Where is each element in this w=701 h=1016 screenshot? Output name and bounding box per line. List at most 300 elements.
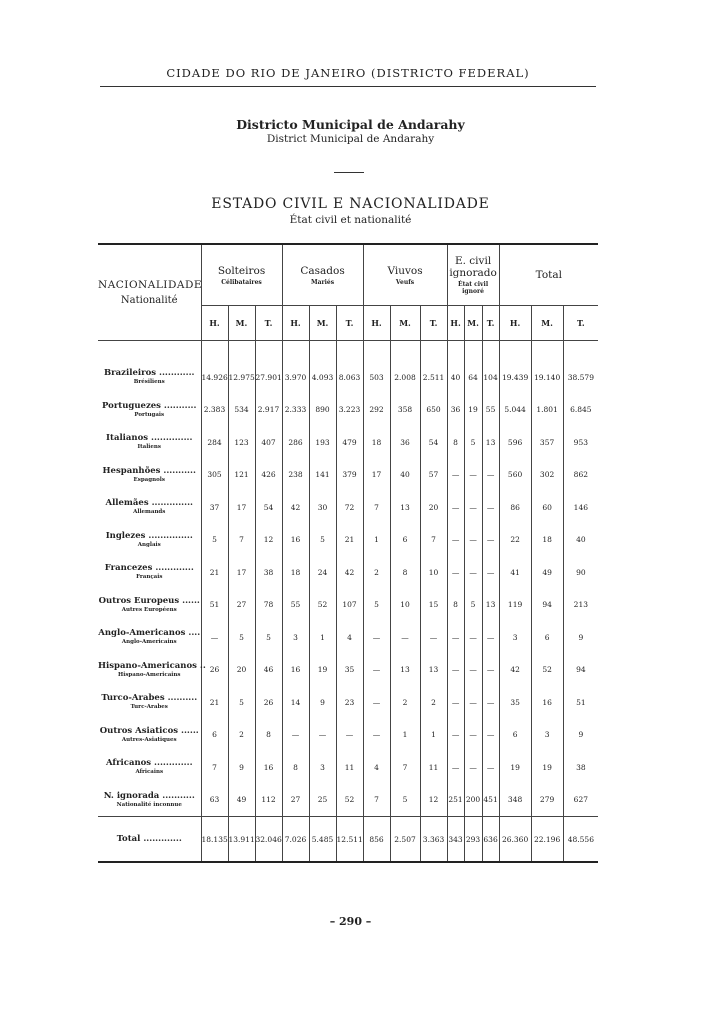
value-cell: — <box>447 654 464 687</box>
value-cell: 38.579 <box>563 361 598 394</box>
subheader-cell: H. <box>499 306 531 341</box>
value-cell: 20 <box>420 491 447 524</box>
nationality-translation: Nationalité inconnue <box>116 801 182 808</box>
row-label <box>98 426 201 459</box>
value-cell: 2.917 <box>255 394 282 427</box>
nationality-translation: Africains <box>135 769 164 776</box>
nationality-sublabel: Nationalité <box>120 295 178 306</box>
subheader-cell: M. <box>531 306 563 341</box>
value-cell: 8 <box>255 719 282 752</box>
value-cell: 25 <box>309 784 336 817</box>
value-cell: 4 <box>336 621 363 654</box>
value-cell: 348 <box>499 784 531 817</box>
value-cell: 17 <box>228 556 255 589</box>
value-cell: 560 <box>499 459 531 492</box>
nationality-name: Italianos .............. <box>106 433 193 444</box>
nationality-name: Anglo-Americanos .... <box>98 628 201 639</box>
value-cell: 123 <box>228 426 255 459</box>
nationality-name: Hispano-Americanos .. <box>98 660 206 671</box>
value-cell: 6 <box>531 621 563 654</box>
district-subtitle: District Municipal de Andarahy <box>266 133 435 145</box>
value-cell: 119 <box>499 589 531 622</box>
value-cell: 358 <box>390 394 420 427</box>
table-row <box>98 621 598 654</box>
value-cell: 7 <box>228 524 255 557</box>
nationality-translation: Turc-Arabes <box>130 704 168 711</box>
table-row <box>98 491 598 524</box>
row-label <box>98 491 201 524</box>
value-cell: — <box>482 459 499 492</box>
value-cell: — <box>464 751 482 784</box>
value-cell: 596 <box>499 426 531 459</box>
table-row <box>98 556 598 589</box>
value-cell: 60 <box>531 491 563 524</box>
value-cell: 8.063 <box>336 361 363 394</box>
value-cell: 18 <box>531 524 563 557</box>
value-cell: 26 <box>255 686 282 719</box>
value-cell: 4 <box>363 751 390 784</box>
section-title: ESTADO CIVIL E NACIONALIDADE <box>211 196 490 212</box>
value-cell: — <box>464 556 482 589</box>
total-value-cell: 3.363 <box>420 817 447 863</box>
value-cell: — <box>482 491 499 524</box>
value-cell: — <box>482 654 499 687</box>
value-cell: 107 <box>336 589 363 622</box>
value-cell: 8 <box>390 556 420 589</box>
value-cell: 357 <box>531 426 563 459</box>
table-row <box>98 589 598 622</box>
row-label <box>98 459 201 492</box>
group-label: Viuvos <box>387 264 423 277</box>
value-cell: 40 <box>390 459 420 492</box>
row-label <box>98 361 201 394</box>
value-cell: 21 <box>201 556 228 589</box>
subheader-cell: T. <box>336 306 363 341</box>
value-cell: 6 <box>499 719 531 752</box>
value-cell: — <box>464 491 482 524</box>
value-cell: 17 <box>228 491 255 524</box>
value-cell: 1.801 <box>531 394 563 427</box>
value-cell: 251 <box>447 784 464 817</box>
total-value-cell: 26.360 <box>499 817 531 863</box>
value-cell: — <box>447 491 464 524</box>
value-cell: 13 <box>482 589 499 622</box>
table-row <box>98 654 598 687</box>
value-cell: 37 <box>201 491 228 524</box>
value-cell: 19.140 <box>531 361 563 394</box>
value-cell: — <box>464 654 482 687</box>
value-cell: 213 <box>563 589 598 622</box>
value-cell: 2.511 <box>420 361 447 394</box>
nationality-name: Allemães .............. <box>105 498 194 509</box>
value-cell: 5 <box>228 686 255 719</box>
group-sublabel: Mariés <box>310 278 335 286</box>
value-cell: 284 <box>201 426 228 459</box>
value-cell: 112 <box>255 784 282 817</box>
value-cell: 12.975 <box>228 361 255 394</box>
group-header <box>447 244 499 306</box>
value-cell: 8 <box>447 426 464 459</box>
value-cell: 42 <box>499 654 531 687</box>
value-cell: 15 <box>420 589 447 622</box>
total-value-cell: 2.507 <box>390 817 420 863</box>
nationality-translation: Français <box>136 574 163 581</box>
group-header <box>282 244 363 306</box>
nationality-name: Africanos ............. <box>105 758 193 769</box>
group-label: Solteiros <box>217 264 266 277</box>
total-value-cell: 22.196 <box>531 817 563 863</box>
value-cell: 2 <box>420 686 447 719</box>
total-row <box>98 817 598 863</box>
row-label <box>98 621 201 654</box>
value-cell: — <box>482 751 499 784</box>
value-cell: 2 <box>228 719 255 752</box>
value-cell: — <box>447 524 464 557</box>
value-cell: 9 <box>563 719 598 752</box>
total-value-cell: 856 <box>363 817 390 863</box>
value-cell: 19.439 <box>499 361 531 394</box>
total-value-cell: 48.556 <box>563 817 598 863</box>
value-cell: 78 <box>255 589 282 622</box>
nationality-label: NACIONALIDADE <box>98 279 203 291</box>
group-header <box>201 244 282 306</box>
page-number: – 290 – <box>329 915 372 928</box>
value-cell: 5.044 <box>499 394 531 427</box>
table-row <box>98 784 598 817</box>
value-cell: 6 <box>201 719 228 752</box>
value-cell: 23 <box>336 686 363 719</box>
value-cell: — <box>464 719 482 752</box>
value-cell: 27 <box>228 589 255 622</box>
value-cell: — <box>363 654 390 687</box>
value-cell: 17 <box>363 459 390 492</box>
value-cell: — <box>447 686 464 719</box>
value-cell: 3 <box>531 719 563 752</box>
value-cell: 7 <box>201 751 228 784</box>
total-value-cell: 32.046 <box>255 817 282 863</box>
group-sublabel: ignoré <box>462 288 484 295</box>
subheader-cell: M. <box>309 306 336 341</box>
value-cell: 26 <box>201 654 228 687</box>
value-cell: 52 <box>336 784 363 817</box>
value-cell: 19 <box>531 751 563 784</box>
value-cell: 9 <box>563 621 598 654</box>
value-cell: 650 <box>420 394 447 427</box>
value-cell: — <box>464 459 482 492</box>
value-cell: 42 <box>336 556 363 589</box>
value-cell: 19 <box>499 751 531 784</box>
nationality-name: Outros Europeus ...... <box>98 595 200 606</box>
running-head: CIDADE DO RIO DE JANEIRO (DISTRICTO FEDERAL) <box>166 66 530 80</box>
value-cell: 1 <box>309 621 336 654</box>
value-cell: 5 <box>464 589 482 622</box>
value-cell: 11 <box>420 751 447 784</box>
value-cell: 27 <box>282 784 309 817</box>
value-cell: 13 <box>390 491 420 524</box>
value-cell: 6 <box>390 524 420 557</box>
value-cell: 279 <box>531 784 563 817</box>
value-cell: 94 <box>531 589 563 622</box>
value-cell: 12 <box>255 524 282 557</box>
group-header-row <box>98 244 598 306</box>
value-cell: 862 <box>563 459 598 492</box>
value-cell: 121 <box>228 459 255 492</box>
value-cell: 2.008 <box>390 361 420 394</box>
value-cell: 55 <box>482 394 499 427</box>
district-title: Districto Municipal de Andarahy <box>236 117 465 132</box>
table-row <box>98 361 598 394</box>
subheader-cell: M. <box>464 306 482 341</box>
value-cell: — <box>447 751 464 784</box>
value-cell: 16 <box>255 751 282 784</box>
subheader-cell: T. <box>563 306 598 341</box>
nationality-translation: Espagnols <box>133 476 165 483</box>
value-cell: 40 <box>447 361 464 394</box>
value-cell: 11 <box>336 751 363 784</box>
value-cell: 30 <box>309 491 336 524</box>
value-cell: 3.970 <box>282 361 309 394</box>
subheader-cell: T. <box>420 306 447 341</box>
value-cell: 35 <box>336 654 363 687</box>
value-cell: — <box>363 621 390 654</box>
subheader-cell: M. <box>390 306 420 341</box>
value-cell: 10 <box>390 589 420 622</box>
table-row <box>98 394 598 427</box>
value-cell: — <box>482 686 499 719</box>
value-cell: 19 <box>464 394 482 427</box>
value-cell: 7 <box>363 491 390 524</box>
nationality-name: Hespanhões ........... <box>102 465 196 476</box>
value-cell: 14 <box>282 686 309 719</box>
value-cell: 451 <box>482 784 499 817</box>
value-cell: 7 <box>363 784 390 817</box>
value-cell: 63 <box>201 784 228 817</box>
value-cell: — <box>447 459 464 492</box>
value-cell: 14.926 <box>201 361 228 394</box>
group-sublabel: Célibataires <box>221 278 262 286</box>
value-cell: 18 <box>282 556 309 589</box>
nationality-name: Brazileiros ............ <box>104 368 195 379</box>
row-label <box>98 719 201 752</box>
value-cell: 9 <box>309 686 336 719</box>
value-cell: — <box>482 719 499 752</box>
total-value-cell: 5.485 <box>309 817 336 863</box>
value-cell: 40 <box>563 524 598 557</box>
value-cell: — <box>309 719 336 752</box>
subheader-cell: H. <box>201 306 228 341</box>
value-cell: 3.223 <box>336 394 363 427</box>
value-cell: 51 <box>563 686 598 719</box>
group-label: E. civil ignorado <box>449 255 497 279</box>
value-cell: 1 <box>363 524 390 557</box>
row-label <box>98 589 201 622</box>
subheader-cell: T. <box>255 306 282 341</box>
row-label <box>98 524 201 557</box>
value-cell: 55 <box>282 589 309 622</box>
total-value-cell: 13.911 <box>228 817 255 863</box>
value-cell: 5 <box>464 426 482 459</box>
value-cell: 42 <box>282 491 309 524</box>
value-cell: 6.845 <box>563 394 598 427</box>
value-cell: 41 <box>499 556 531 589</box>
value-cell: 146 <box>563 491 598 524</box>
value-cell: 200 <box>464 784 482 817</box>
value-cell: 5 <box>201 524 228 557</box>
value-cell: 305 <box>201 459 228 492</box>
value-cell: 2.383 <box>201 394 228 427</box>
value-cell: 2 <box>390 686 420 719</box>
value-cell: 54 <box>255 491 282 524</box>
nationality-translation: Anglais <box>137 541 161 548</box>
value-cell: 72 <box>336 491 363 524</box>
value-cell: 51 <box>201 589 228 622</box>
value-cell: 5 <box>363 589 390 622</box>
value-cell: 5 <box>309 524 336 557</box>
value-cell: 46 <box>255 654 282 687</box>
value-cell: 479 <box>336 426 363 459</box>
value-cell: — <box>482 556 499 589</box>
value-cell: 286 <box>282 426 309 459</box>
value-cell: 302 <box>531 459 563 492</box>
nationality-translation: Allemands <box>133 509 166 516</box>
nationality-translation: Anglo-Americains <box>121 639 177 646</box>
row-label <box>98 686 201 719</box>
value-cell: — <box>447 556 464 589</box>
row-label <box>98 556 201 589</box>
value-cell: — <box>464 621 482 654</box>
section-subtitle: État civil et nationalité <box>289 214 412 226</box>
value-cell: 3 <box>282 621 309 654</box>
total-value-cell: 12.511 <box>336 817 363 863</box>
value-cell: 86 <box>499 491 531 524</box>
spacer-row <box>98 341 598 362</box>
value-cell: 141 <box>309 459 336 492</box>
value-cell: 20 <box>228 654 255 687</box>
value-cell: 890 <box>309 394 336 427</box>
value-cell: 13 <box>390 654 420 687</box>
value-cell: 64 <box>464 361 482 394</box>
value-cell: 2 <box>363 556 390 589</box>
value-cell: 19 <box>309 654 336 687</box>
nationality-translation: Portugais <box>134 411 165 418</box>
row-label <box>98 751 201 784</box>
value-cell: 21 <box>336 524 363 557</box>
value-cell: 407 <box>255 426 282 459</box>
nationality-name: Inglezes ............... <box>105 530 193 541</box>
value-cell: 238 <box>282 459 309 492</box>
value-cell: — <box>482 621 499 654</box>
value-cell: — <box>447 621 464 654</box>
nationality-translation: Brésiliens <box>133 379 165 386</box>
header-rule <box>100 86 596 87</box>
group-header <box>363 244 447 306</box>
value-cell: 12 <box>420 784 447 817</box>
group-label: Casados <box>300 264 345 277</box>
value-cell: 38 <box>563 751 598 784</box>
value-cell: 7 <box>390 751 420 784</box>
table-row <box>98 459 598 492</box>
nationality-name: N. ignorada ........... <box>103 790 195 801</box>
table-row <box>98 751 598 784</box>
subheader-cell: T. <box>482 306 499 341</box>
value-cell: 3 <box>309 751 336 784</box>
value-cell: 953 <box>563 426 598 459</box>
value-cell: 292 <box>363 394 390 427</box>
value-cell: — <box>420 621 447 654</box>
row-label <box>98 394 201 427</box>
value-cell: 4.093 <box>309 361 336 394</box>
table-row <box>98 524 598 557</box>
table-body <box>98 341 598 863</box>
value-cell: — <box>447 719 464 752</box>
value-cell: — <box>363 686 390 719</box>
value-cell: 9 <box>228 751 255 784</box>
value-cell: 49 <box>531 556 563 589</box>
value-cell: 627 <box>563 784 598 817</box>
value-cell: 379 <box>336 459 363 492</box>
value-cell: 36 <box>447 394 464 427</box>
subheader-cell: H. <box>363 306 390 341</box>
value-cell: 16 <box>282 524 309 557</box>
value-cell: 5 <box>228 621 255 654</box>
value-cell: — <box>390 621 420 654</box>
value-cell: — <box>464 524 482 557</box>
value-cell: 13 <box>482 426 499 459</box>
row-label <box>98 784 201 817</box>
total-label: Total ............. <box>98 817 201 863</box>
nationality-header <box>98 244 201 341</box>
civil-status-table <box>98 243 598 863</box>
value-cell: 90 <box>563 556 598 589</box>
subheader-cell: H. <box>447 306 464 341</box>
value-cell: 13 <box>420 654 447 687</box>
nationality-translation: Italiens <box>137 444 161 451</box>
value-cell: 52 <box>531 654 563 687</box>
table-row <box>98 719 598 752</box>
value-cell: — <box>336 719 363 752</box>
value-cell: 94 <box>563 654 598 687</box>
nationality-translation: Hispano-Americains <box>118 671 181 678</box>
group-sublabel: Veufs <box>395 278 415 286</box>
value-cell: — <box>282 719 309 752</box>
value-cell: 104 <box>482 361 499 394</box>
subheader-cell: M. <box>228 306 255 341</box>
nationality-name: Portuguezes ........... <box>102 400 197 411</box>
value-cell: 38 <box>255 556 282 589</box>
value-cell: 54 <box>420 426 447 459</box>
value-cell: 8 <box>282 751 309 784</box>
value-cell: 22 <box>499 524 531 557</box>
total-value-cell: 18.135 <box>201 817 228 863</box>
value-cell: 8 <box>447 589 464 622</box>
group-sublabel: État civil <box>458 281 489 288</box>
value-cell: 2.333 <box>282 394 309 427</box>
value-cell: — <box>464 686 482 719</box>
value-cell: 10 <box>420 556 447 589</box>
value-cell: 27.901 <box>255 361 282 394</box>
value-cell: 193 <box>309 426 336 459</box>
value-cell: 24 <box>309 556 336 589</box>
value-cell: — <box>363 719 390 752</box>
table-row <box>98 426 598 459</box>
value-cell: — <box>482 524 499 557</box>
value-cell: 426 <box>255 459 282 492</box>
value-cell: 7 <box>420 524 447 557</box>
total-value-cell: 7.026 <box>282 817 309 863</box>
value-cell: 18 <box>363 426 390 459</box>
value-cell: — <box>201 621 228 654</box>
group-header <box>499 244 598 306</box>
